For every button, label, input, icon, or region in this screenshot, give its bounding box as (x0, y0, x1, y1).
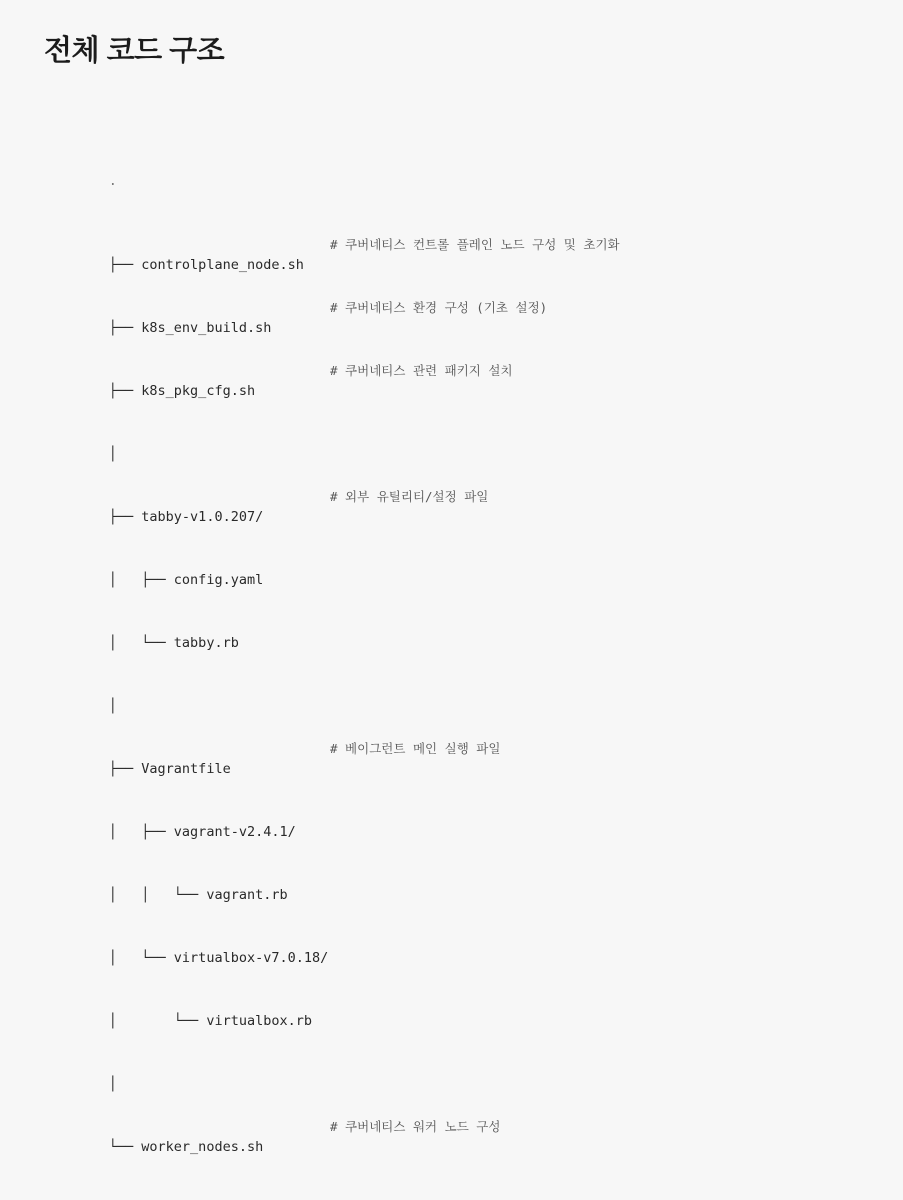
tree-comment-label: # 쿠버네티스 컨트롤 플레인 노드 구성 및 초기화 (330, 237, 620, 252)
tree-row (60, 360, 513, 399)
tree-row (60, 612, 328, 651)
tree-branch-label: │ (108, 446, 117, 462)
tree-branch-label: │ ├── config.yaml (108, 572, 264, 588)
page-title: 전체 코드 구조 (44, 35, 225, 67)
tree-branch-label: │ (108, 1076, 117, 1092)
tree-root-row (60, 150, 328, 189)
tree-row (60, 549, 328, 588)
tree-row (60, 675, 328, 714)
tree-branch-label: ├── k8s_pkg_cfg.sh (108, 383, 256, 399)
tree-row (60, 738, 501, 777)
tree-branch-label: ├── k8s_env_build.sh (108, 320, 272, 336)
tree-root-label: . (108, 173, 117, 189)
tree-branch-label: │ └── virtualbox.rb (108, 1013, 312, 1029)
tree-comment-label: # 외부 유틸리티/설정 파일 (330, 489, 489, 504)
tree-branch-label: │ (108, 698, 117, 714)
tree-branch-label: └── worker_nodes.sh (108, 1139, 264, 1155)
tree-branch-label: ├── Vagrantfile (108, 761, 231, 777)
tree-comment-label: # 베이그런트 메인 실행 파일 (330, 741, 501, 756)
tree-branch-label: │ │ └── vagrant.rb (108, 887, 288, 903)
tree-branch-label: │ └── virtualbox-v7.0.18/ (108, 950, 329, 966)
tree-row (60, 234, 620, 273)
tree-branch-label: ├── tabby-v1.0.207/ (108, 509, 264, 525)
tree-row (60, 864, 328, 903)
tree-comment-label: # 쿠버네티스 워커 노드 구성 (330, 1119, 501, 1134)
tree-branch-label: │ ├── vagrant-v2.4.1/ (108, 824, 296, 840)
code-structure-tree (60, 108, 620, 1179)
tree-row (60, 423, 328, 462)
tree-row (60, 297, 548, 336)
tree-row (60, 1116, 501, 1155)
tree-comment-label: # 쿠버네티스 관련 패키지 설치 (330, 363, 513, 378)
tree-row (60, 801, 328, 840)
tree-comment-label: # 쿠버네티스 환경 구성 (기초 설정) (330, 300, 548, 315)
tree-row (60, 1053, 328, 1092)
tree-row (60, 486, 489, 525)
tree-row (60, 990, 328, 1029)
tree-branch-label: ├── controlplane_node.sh (108, 257, 304, 273)
tree-branch-label: │ └── tabby.rb (108, 635, 239, 651)
tree-row (60, 927, 329, 966)
